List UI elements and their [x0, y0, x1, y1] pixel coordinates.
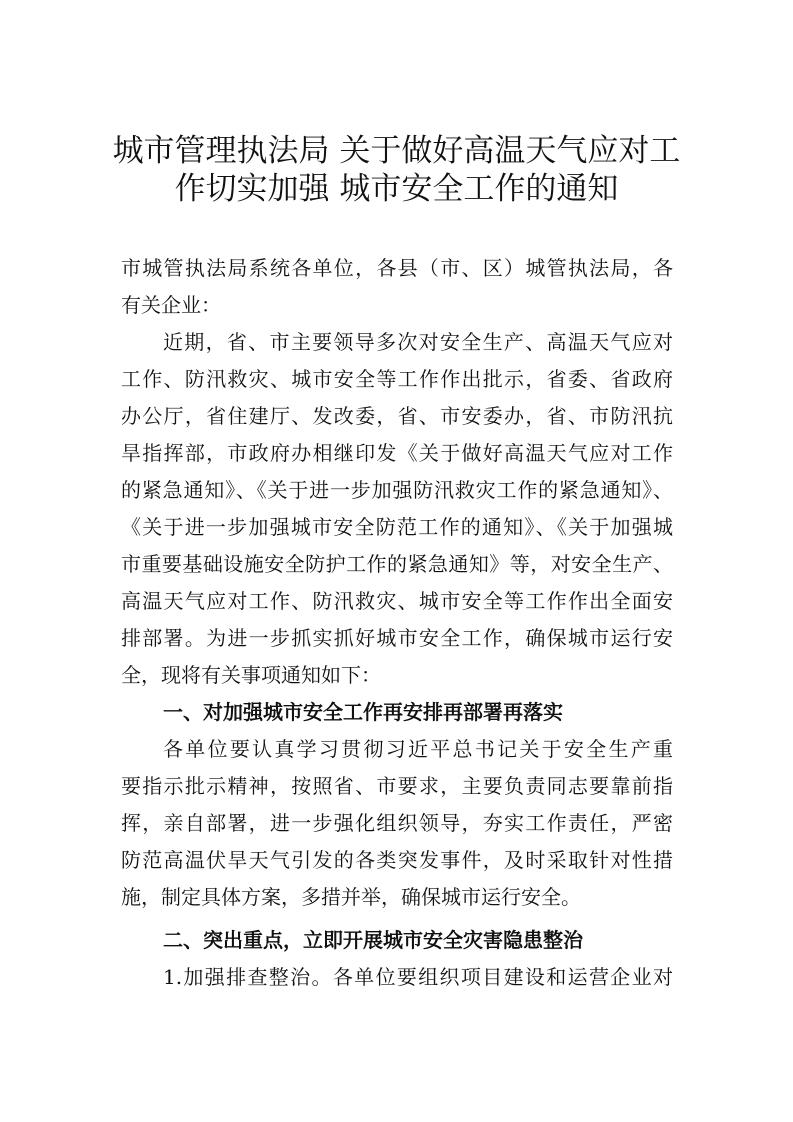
paragraph-line: 办公厅，省住建厅、发改委，省、市安委办，省、市防汛抗 — [121, 404, 673, 428]
paragraph-line: 的紧急通知》、《关于进一步加强防汛救灾工作的紧急通知》、 — [121, 478, 673, 502]
document-title — [110, 132, 683, 208]
document-body — [121, 250, 673, 996]
section-heading-2: 二、突出重点，立即开展城市安全灾害隐患整治 — [163, 928, 583, 952]
paragraph-line: 防范高温伏旱天气引发的各类突发事件，及时采取针对性措 — [121, 848, 673, 872]
paragraph-line: 挥，亲自部署，进一步强化组织领导，夯实工作责任，严密 — [121, 811, 673, 835]
salutation-line: 有关企业： — [121, 293, 221, 317]
paragraph-line: 全，现将有关事项通知如下： — [121, 663, 381, 687]
paragraph-line: 工作、防汛救灾、城市安全等工作作出批示，省委、省政府 — [121, 367, 673, 391]
paragraph-line: 近期，省、市主要领导多次对安全生产、高温天气应对 — [163, 330, 673, 354]
paragraph-line: 市重要基础设施安全防护工作的紧急通知》等，对安全生产、 — [121, 552, 673, 576]
paragraph-line: 各单位要认真学习贯彻习近平总书记关于安全生产重 — [163, 737, 673, 761]
paragraph-line: 要指示批示精神，按照省、市要求，主要负责同志要靠前指 — [121, 774, 673, 798]
paragraph-line: 排部署。为进一步抓实抓好城市安全工作，确保城市运行安 — [121, 626, 673, 650]
paragraph-line: 施，制定具体方案，多措并举，确保城市运行安全。 — [121, 885, 581, 909]
paragraph-line: 旱指挥部，市政府办相继印发《关于做好高温天气应对工作 — [121, 441, 673, 465]
salutation-line: 市城管执法局系统各单位，各县（市、区）城管执法局，各 — [121, 256, 673, 280]
paragraph-line: 高温天气应对工作、防汛救灾、城市安全等工作作出全面安 — [121, 589, 673, 613]
paragraph-line: 《关于进一步加强城市安全防范工作的通知》、《关于加强城 — [121, 515, 673, 539]
paragraph-line: 1.加强排查整治。各单位要组织项目建设和运营企业对 — [163, 965, 673, 989]
title-line: 作切实加强 城市安全工作的通知 — [174, 171, 619, 207]
section-heading-1: 一、对加强城市安全工作再安排再部署再落实 — [163, 700, 563, 724]
title-line: 城市管理执法局 关于做好高温天气应对工 — [112, 133, 681, 169]
